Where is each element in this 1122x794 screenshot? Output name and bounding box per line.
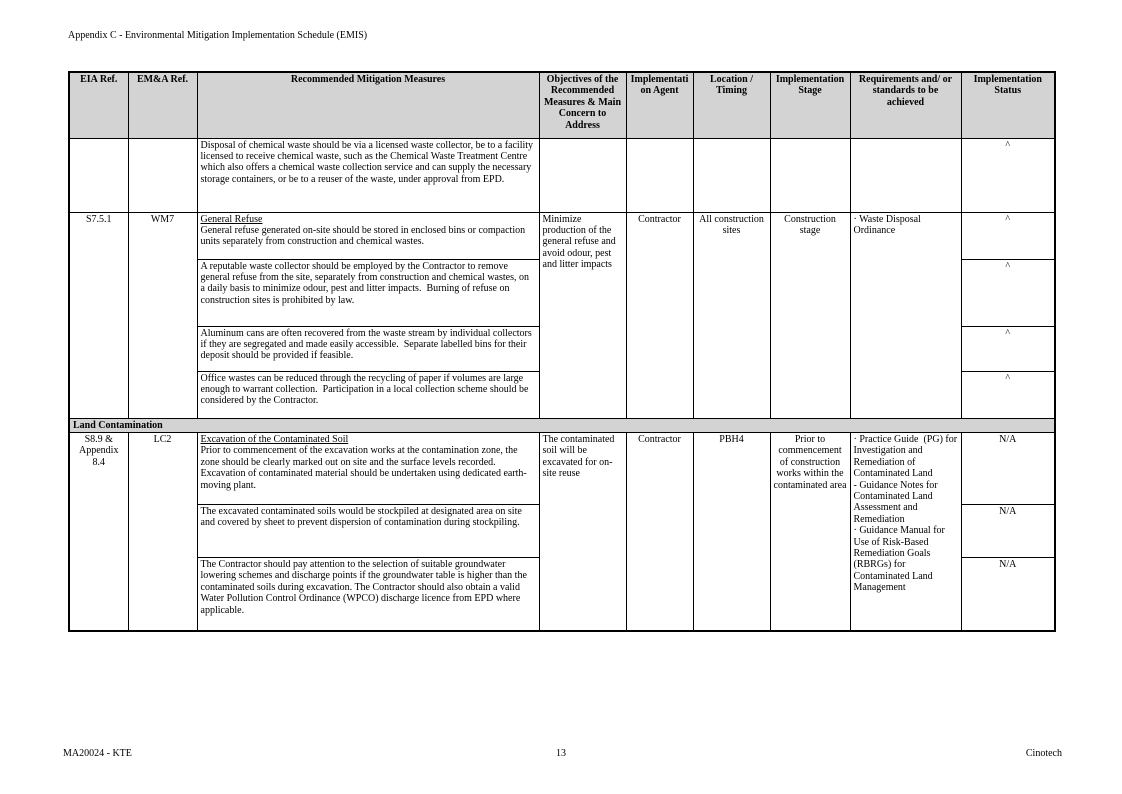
status-cell: N/A (961, 504, 1055, 557)
empty-cell (69, 138, 128, 212)
status-cell: ^ (961, 259, 1055, 326)
section-header-label: Land Contamination (69, 418, 1055, 432)
measure-cell (197, 557, 539, 631)
measure-text: Prior to commencement of the excavation works at the contamination zone, the zone should be clearly marked out on site and the surface levels recorded. Excavation of contaminated material should be undertaken using dedicated earth-moving plant. (200, 445, 527, 491)
empty-cell (626, 138, 693, 212)
requirement-item: · Waste Disposal Ordinance (853, 213, 924, 236)
emis-table-wrapper (68, 71, 1056, 632)
status-cell: N/A (961, 557, 1055, 631)
empty-cell (850, 138, 961, 212)
eia-ref-cell: S8.9 & Appendix 8.4 (69, 432, 128, 631)
measure-heading: Excavation of the Contaminated Soil (200, 433, 349, 445)
header-agent: Implementation Agent (626, 72, 693, 138)
measure-cell (197, 504, 539, 557)
eia-ref-cell: S7.5.1 (69, 212, 128, 418)
header-status: Implementation Status (961, 72, 1055, 138)
header-requirements: Requirements and/ or standards to be achieved (850, 72, 961, 138)
measure-heading: General Refuse (200, 213, 263, 225)
status-cell: ^ (961, 138, 1055, 212)
ema-ref-cell: LC2 (128, 432, 197, 631)
status-cell: N/A (961, 432, 1055, 504)
requirement-item: - Guidance Notes for Contaminated Land Assessment and Remediation (853, 479, 941, 525)
table-row (69, 432, 1055, 504)
section-header-row (69, 418, 1055, 432)
stage-cell: Prior to commencement of construction works within the contaminated area (770, 432, 850, 631)
measure-text: Disposal of chemical waste should be via a licensed waste collector, be to a facility licensed to receive chemical waste, such as the Chemical Waste Treatment Centre which also offers a chemical waste collection service and can supply the necessary storage containers, or be to a reuser of the waste, under approval from EPD. (200, 139, 536, 185)
empty-cell (539, 138, 626, 212)
measure-text: Office wastes can be reduced through the recycling of paper if volumes are large enough to warrant collection. Participation in a local collection scheme should be considered by the Contractor. (200, 372, 531, 407)
page-title: Appendix C - Environmental Mitigation Implementation Schedule (EMIS) (68, 30, 368, 41)
measure-text: Aluminum cans are often recovered from the waste stream by individual collectors if they are segregated and made easily accessible. Separate labelled bins for their deposit should be provided if feasible. (200, 327, 535, 362)
table-row (69, 212, 1055, 259)
empty-cell (693, 138, 770, 212)
measure-cell (197, 259, 539, 326)
measure-cell (197, 432, 539, 504)
requirement-item: · Practice Guide (PG) for Investigation and Remediation of Contaminated Land (853, 433, 960, 480)
header-measures: Recommended Mitigation Measures (197, 72, 539, 138)
stage-cell: Construction stage (770, 212, 850, 418)
status-cell: ^ (961, 326, 1055, 371)
status-cell: ^ (961, 212, 1055, 259)
header-ema-ref: EM&A Ref. (128, 72, 197, 138)
measure-cell (197, 138, 539, 212)
header-eia-ref: EIA Ref. (69, 72, 128, 138)
measure-cell (197, 326, 539, 371)
empty-cell (128, 138, 197, 212)
measure-text: The excavated contaminated soils would be stockpiled at designated area on site and covered by sheet to prevent dispersion of contamination during stockpiling. (200, 505, 525, 529)
emis-table (68, 71, 1056, 632)
objectives-cell: Minimize production of the general refuse and avoid odour, pest and litter impacts (539, 212, 626, 418)
measure-text: A reputable waste collector should be employed by the Contractor to remove general refuse from the site, separately from construction and chemical wastes, on a daily basis to minimize odour, pest and litter impacts. Burning of refuse on construction sites is prohibited by law. (200, 260, 532, 306)
agent-cell: Contractor (626, 432, 693, 631)
header-stage: Implementation Stage (770, 72, 850, 138)
empty-cell (770, 138, 850, 212)
requirements-cell (850, 212, 961, 418)
measure-text: The Contractor should pay attention to the selection of suitable groundwater lowering schemes and discharge points if the groundwater table is higher than the contaminated soils during excavation. The Contractor should also obtain a valid Water Pollution Control Ordinance (WPCO) discharge licence from EPD where applicable. (200, 558, 530, 616)
footer-company-name: Cinotech (1025, 748, 1062, 759)
requirements-cell (850, 432, 961, 631)
location-cell: PBH4 (693, 432, 770, 631)
measure-text: General refuse generated on-site should be stored in enclosed bins or compaction units separately from construction and chemical wastes. (200, 224, 528, 248)
measure-cell (197, 371, 539, 418)
objectives-cell: The contaminated soil will be excavated for on-site reuse (539, 432, 626, 631)
ema-ref-cell: WM7 (128, 212, 197, 418)
requirement-item: · Guidance Manual for Use of Risk-Based Remediation Goals (RBRGs) for Contaminated Land Management (853, 525, 948, 594)
header-objectives: Objectives of the Recommended Measures & Main Concern to Address (539, 72, 626, 138)
agent-cell: Contractor (626, 212, 693, 418)
table-header-row (69, 72, 1055, 138)
footer-page-number: 13 (556, 748, 566, 759)
table-row-continuation (69, 138, 1055, 212)
status-cell: ^ (961, 371, 1055, 418)
footer-project-ref: MA20024 - KTE (63, 748, 132, 759)
measure-cell (197, 212, 539, 259)
header-location: Location / Timing (693, 72, 770, 138)
location-cell: All construction sites (693, 212, 770, 418)
